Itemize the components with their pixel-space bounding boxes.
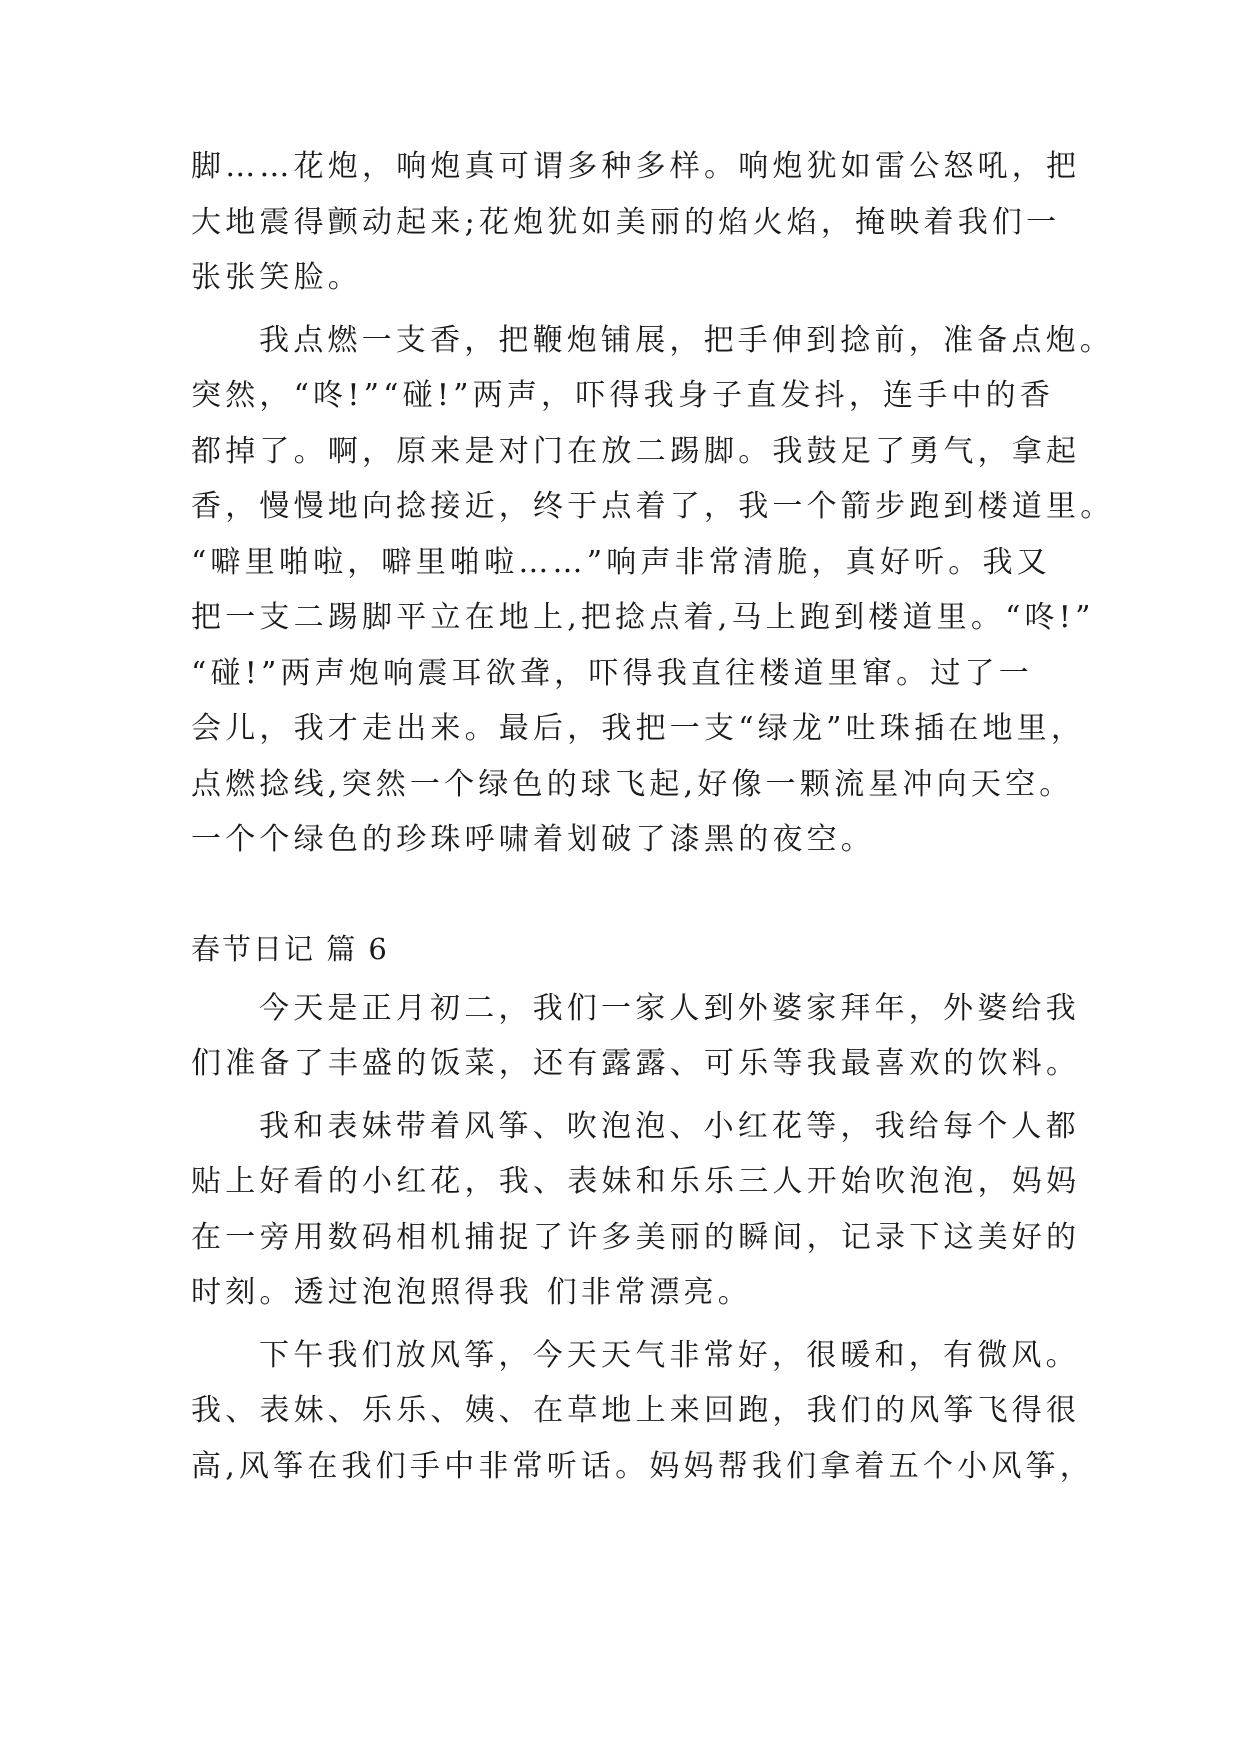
paragraph-line: 在一旁用数码相机捕捉了许多美丽的瞬间，记录下这美好的 [191, 1220, 1081, 1255]
paragraph-line: 时刻。透过泡泡照得我 们非常漂亮。 [191, 1275, 752, 1310]
paragraph-line: 大地震得颤动起来;花炮犹如美丽的焰火焰，掩映着我们一 [191, 205, 1061, 240]
paragraph-line: 香，慢慢地向捻接近，终于点着了，我一个箭步跑到楼道里。 [191, 489, 1115, 524]
paragraph-line: 一个个绿色的珍珠呼啸着划破了漆黑的夜空。 [191, 822, 875, 857]
paragraph-line: “噼里啪啦，噼里啪啦……”响声非常清脆，真好听。我又 [191, 545, 1051, 580]
paragraph-line: 会儿，我才走出来。最后，我把一支“绿龙”吐珠插在地里， [191, 711, 1086, 746]
paragraph-line: 今天是正月初二，我们一家人到外婆家拜年，外婆给我 [259, 991, 1080, 1026]
paragraph-line: 脚……花炮，响炮真可谓多种多样。响炮犹如雷公怒吼，把 [191, 149, 1081, 184]
paragraph-line: 我和表妹带着风筝、吹泡泡、小红花等，我给每个人都 [259, 1109, 1080, 1144]
paragraph-line: 我、表妹、乐乐、姨、在草地上来回跑，我们的风筝飞得很 [191, 1393, 1081, 1428]
paragraph-line: 张张笑脸。 [191, 260, 362, 295]
paragraph-line: “碰!”两声炮响震耳欲聋，吓得我直往楼道里窜。过了一 [191, 656, 1033, 691]
paragraph-line: 贴上好看的小红花，我、表妹和乐乐三人开始吹泡泡，妈妈 [191, 1164, 1081, 1199]
paragraph-line: 突然，“咚!”“碰!”两声，吓得我身子直发抖，连手中的香 [191, 378, 1055, 413]
paragraph-line: 我点燃一支香，把鞭炮铺展，把手伸到捻前，准备点炮。 [259, 323, 1114, 358]
paragraph-line: 把一支二踢脚平立在地上,把捻点着,马上跑到楼道里。“咚!” [191, 600, 1095, 635]
paragraph-line: 都掉了。啊，原来是对门在放二踢脚。我鼓足了勇气，拿起 [191, 434, 1081, 469]
paragraph-line: 点燃捻线,突然一个绿色的球飞起,好像一颗流星冲向天空。 [191, 767, 1074, 802]
paragraph-line: 下午我们放风筝，今天天气非常好，很暖和，有微风。 [259, 1338, 1080, 1373]
paragraph-line: 们准备了丰盛的饭菜，还有露露、可乐等我最喜欢的饮料。 [191, 1046, 1081, 1081]
paragraph-line: 高,风筝在我们手中非常听话。妈妈帮我们拿着五个小风筝， [191, 1449, 1094, 1484]
section-heading: 春节日记 篇 6 [191, 932, 389, 966]
